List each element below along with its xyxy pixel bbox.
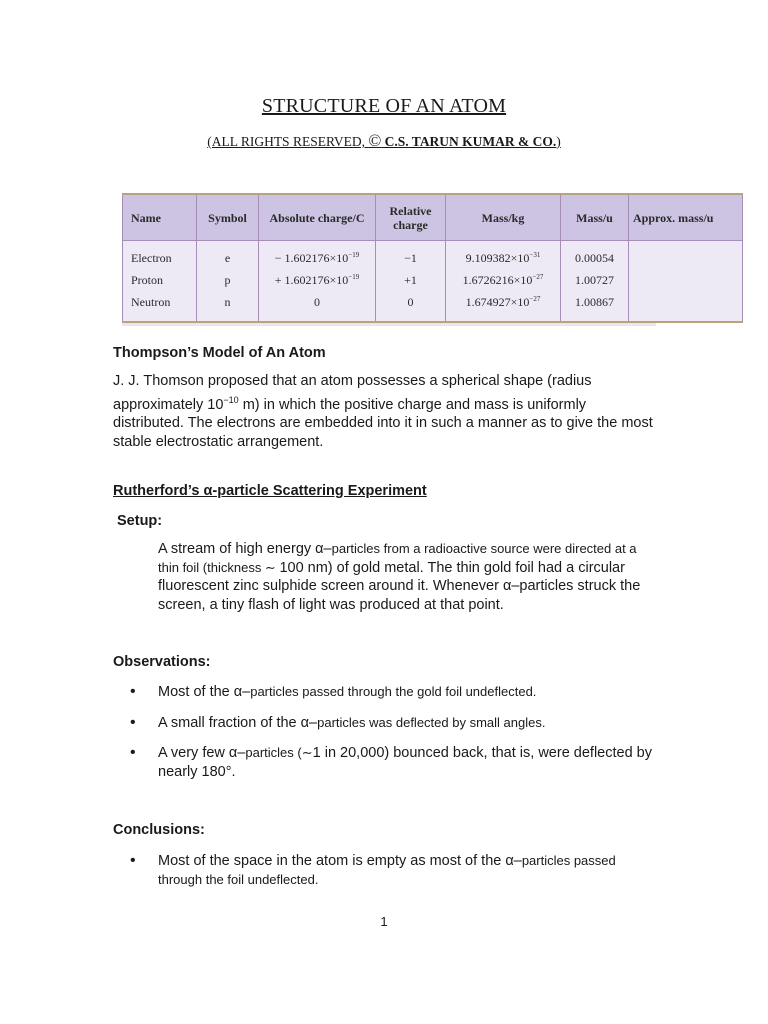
- cell-symbol: p: [197, 269, 259, 291]
- particle-table: [122, 193, 743, 323]
- cell-mass-kg: $9.109382\times 10^{-31}$: [446, 241, 561, 270]
- list-item: • Most of the α–particles passed through the gold foil undeflected.: [130, 683, 660, 702]
- header-absolute-charge: Absolute charge/C: [259, 194, 376, 241]
- cell-approx-mass: [629, 291, 743, 322]
- cell-absolute-charge: + $1.602176\times 10^{-19}$: [259, 269, 376, 291]
- cell-absolute-charge: − $1.602176\times 10^{-19}$: [259, 241, 376, 270]
- rights-suffix: ): [556, 134, 561, 149]
- cell-mass-u: 1.00867: [561, 291, 629, 322]
- cell-mass-u: 1.00727: [561, 269, 629, 291]
- table-header-row: [123, 194, 743, 241]
- copyright-symbol: ©: [368, 131, 382, 150]
- rutherford-heading: Rutherford’s α-particle Scattering Experiment: [113, 483, 427, 499]
- cell-mass-u: 0.00054: [561, 241, 629, 270]
- cell-approx-mass: [629, 269, 743, 291]
- cell-approx-mass: [629, 241, 743, 270]
- cell-mass-kg: $1.6726216\times 10^{-27}$: [446, 269, 561, 291]
- cell-absolute-charge: 0: [259, 291, 376, 322]
- cell-relative-charge: −1: [376, 241, 446, 270]
- page-number: 1: [380, 914, 388, 929]
- cell-name: Neutron: [123, 291, 197, 322]
- observations-list: [130, 683, 660, 781]
- cell-symbol: e: [197, 241, 259, 270]
- cell-name: Proton: [123, 269, 197, 291]
- list-item: • Most of the space in the atom is empty as most of the α–particles passed through the foil undeflected.: [130, 852, 660, 889]
- setup-label: Setup:: [117, 513, 163, 529]
- observations-label: Observations:: [113, 654, 211, 670]
- cell-mass-kg: $1.674927\times 10^{-27}$: [446, 291, 561, 322]
- header-symbol: Symbol: [197, 194, 259, 241]
- list-item: • A very few α–particles (∼1 in 20,000) bounced back, that is, were deflected by nearly 180°.: [130, 744, 660, 781]
- cell-name: Electron: [123, 241, 197, 270]
- thomson-heading: Thompson’s Model of An Atom: [113, 345, 326, 361]
- header-name: Name: [123, 194, 197, 241]
- table-row: [123, 291, 743, 322]
- table-row: [123, 241, 743, 270]
- header-mass-u: Mass/u: [561, 194, 629, 241]
- setup-paragraph: A stream of high energy α–particles from a radioactive source were directed at a thin foil (thickness ∼ 100 nm) of gold metal. The thin gold foil had a circular fluorescent zinc sulphide screen around it. Whenever α–particles struck the screen, a tiny flash of light was produced at that point.: [158, 541, 641, 613]
- cell-relative-charge: 0: [376, 291, 446, 322]
- rights-prefix: (ALL RIGHTS RESERVED,: [207, 134, 369, 149]
- cell-symbol: n: [197, 291, 259, 322]
- header-relative-charge: Relative charge: [376, 194, 446, 241]
- rights-notice: [0, 131, 768, 151]
- page-title: STRUCTURE OF AN ATOM: [261, 95, 507, 117]
- table-row: [123, 269, 743, 291]
- list-item: • A small fraction of the α–particles was deflected by small angles.: [130, 714, 660, 733]
- header-approx-mass: Approx. mass/u: [629, 194, 743, 241]
- header-mass-kg: Mass/kg: [446, 194, 561, 241]
- rights-company: C.S. TARUN KUMAR & CO.: [381, 134, 557, 149]
- thomson-paragraph: J. J. Thomson proposed that an atom possesses a spherical shape (radius approximately $10^{-10}$ m) in which the positive charge and mass is uniformly distributed. The electrons are embedded into it in such a manner as to give the most stable electrostatic arrangement.: [113, 373, 653, 450]
- conclusions-list: [130, 852, 660, 889]
- conclusions-label: Conclusions:: [113, 822, 205, 838]
- cell-relative-charge: +1: [376, 269, 446, 291]
- particle-table-image: [122, 193, 714, 326]
